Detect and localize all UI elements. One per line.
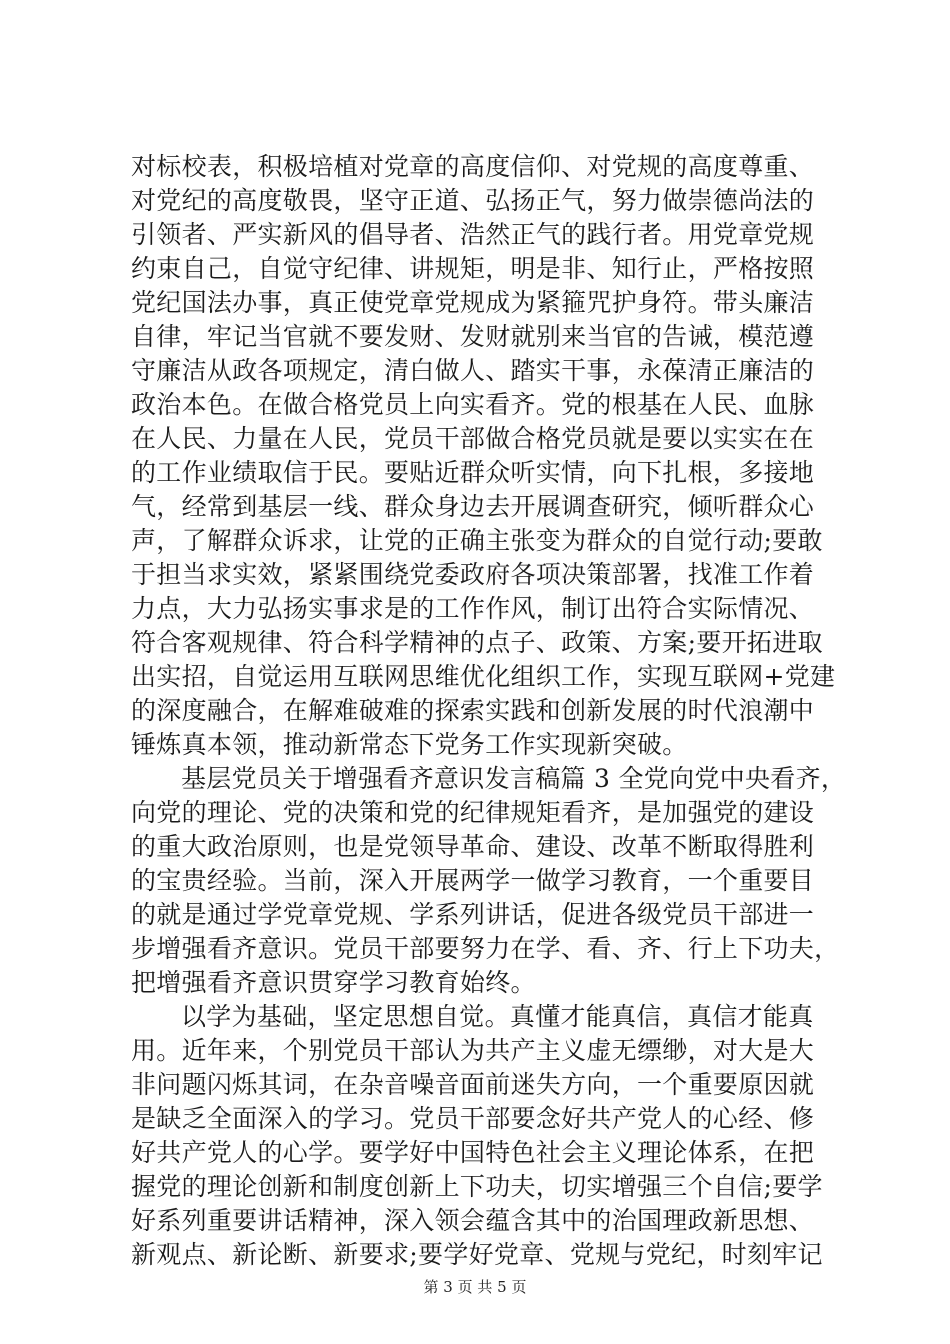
- text-line: 对党纪的高度敬畏，坚守正道、弘扬正气，努力做崇德尚法的: [131, 186, 815, 215]
- text-line: 力点，大力弘扬实事求是的工作作风，制订出符合实际情况、: [131, 594, 815, 623]
- text-line: 向党的理论、党的决策和党的纪律规矩看齐，是加强党的建设: [131, 798, 815, 827]
- text-line: 的宝贵经验。当前，深入开展两学一做学习教育，一个重要目: [131, 866, 815, 895]
- text-line: 约束自己，自觉守纪律、讲规矩，明是非、知行止，严格按照: [131, 254, 815, 283]
- text-line: 步增强看齐意识。党员干部要努力在学、看、齐、行上下功夫，: [131, 934, 840, 963]
- text-line: 符合客观规律、符合科学精神的点子、政策、方案;要开拓进取: [131, 628, 823, 657]
- text-line: 的工作业绩取信于民。要贴近群众听实情，向下扎根，多接地: [131, 458, 815, 487]
- text-line: 是缺乏全面深入的学习。党员干部要念好共产党人的心经、修: [131, 1104, 815, 1133]
- text-line: 的深度融合，在解难破难的探索实践和创新发展的时代浪潮中: [131, 696, 815, 725]
- text-line: 好系列重要讲话精神，深入领会蕴含其中的治国理政新思想、: [131, 1206, 815, 1235]
- text-line: 新观点、新论断、新要求;要学好党章、党规与党纪，时刻牢记: [131, 1240, 823, 1269]
- text-line: 好共产党人的心学。要学好中国特色社会主义理论体系，在把: [131, 1138, 815, 1167]
- text-line: 守廉洁从政各项规定，清白做人、踏实干事，永葆清正廉洁的: [131, 356, 815, 385]
- paragraph-2: [131, 762, 847, 1000]
- text-line: 于担当求实效，紧紧围绕党委政府各项决策部署，找准工作着: [131, 560, 815, 589]
- text-line: 在人民、力量在人民，党员干部做合格党员就是要以实实在在: [131, 424, 815, 453]
- text-line: 出实招，自觉运用互联网思维优化组织工作，实现互联网+党建: [131, 662, 836, 691]
- text-line: 的重大政治原则，也是党领导革命、建设、改革不断取得胜利: [131, 832, 815, 861]
- text-line: 对标校表，积极培植对党章的高度信仰、对党规的高度尊重、: [131, 152, 815, 181]
- paragraph-1: [131, 150, 836, 762]
- text-line: 用。近年来，个别党员干部认为共产主义虚无缥缈，对大是大: [131, 1036, 815, 1065]
- paragraph-3: [131, 1000, 831, 1272]
- text-line: 基层党员关于增强看齐意识发言稿篇 3 全党向党中央看齐，: [181, 764, 847, 793]
- text-line: 把增强看齐意识贯穿学习教育始终。: [131, 968, 536, 997]
- text-line: 气，经常到基层一线、群众身边去开展调查研究，倾听群众心: [131, 492, 815, 521]
- text-line: 声，了解群众诉求，让党的正确主张变为群众的自觉行动;要敢: [131, 526, 823, 555]
- document-body: [131, 150, 847, 1272]
- text-line: 引领者、严实新风的倡导者、浩然正气的践行者。用党章党规: [131, 220, 815, 249]
- text-line: 锤炼真本领，推动新常态下党务工作实现新突破。: [131, 730, 688, 759]
- text-line: 握党的理论创新和制度创新上下功夫，切实增强三个自信;要学: [131, 1172, 823, 1201]
- text-line: 自律，牢记当官就不要发财、发财就别来当官的告诫，模范遵: [131, 322, 815, 351]
- page-number-footer: 第 3 页 共 5 页: [423, 1278, 527, 1296]
- text-line: 非问题闪烁其词，在杂音噪音面前迷失方向，一个重要原因就: [131, 1070, 815, 1099]
- text-line: 的就是通过学党章党规、学系列讲话，促进各级党员干部进一: [131, 900, 815, 929]
- text-line: 以学为基础，坚定思想自觉。真懂才能真信，真信才能真: [181, 1002, 814, 1031]
- text-line: 党纪国法办事，真正使党章党规成为紧箍咒护身符。带头廉洁: [131, 288, 815, 317]
- text-line: 政治本色。在做合格党员上向实看齐。党的根基在人民、血脉: [131, 390, 815, 419]
